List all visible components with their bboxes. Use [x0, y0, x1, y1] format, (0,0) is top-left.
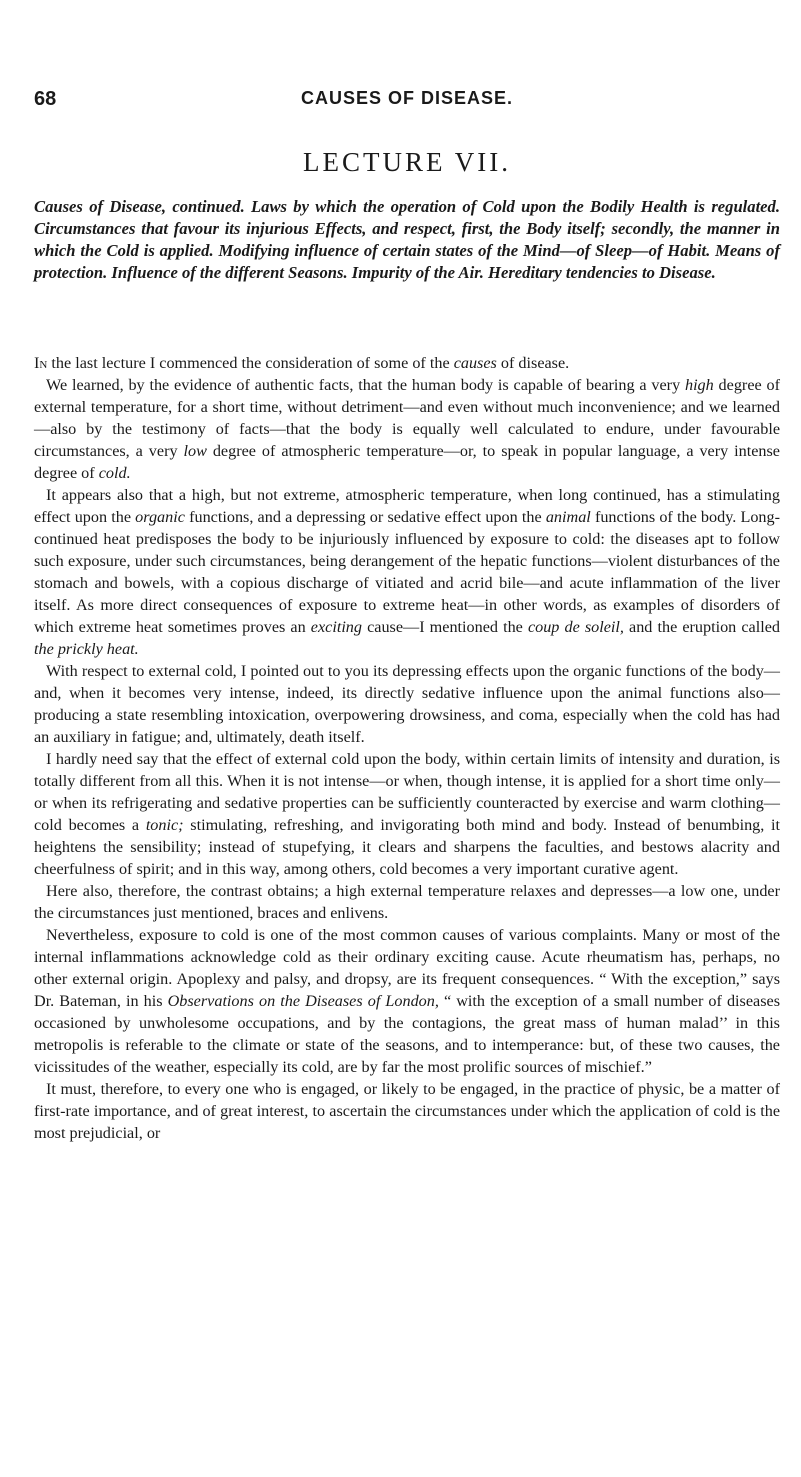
text-run: and the eruption called	[623, 618, 780, 636]
emphasis: organic	[135, 508, 185, 526]
running-title: CAUSES OF DISEASE.	[300, 88, 514, 108]
text-run: stimulating, refreshing, and invigorating both mind and body. Instead of benumbing, it heightens the sensibility; instead of stupefying, it clears and sharpens the faculties, and bestows alacrity and cheerfulness of spirit; and in this way, among others, cold becomes a very important curative agent.	[34, 816, 781, 878]
paragraph-lead: In	[34, 354, 48, 372]
page-number: 68	[34, 88, 57, 110]
paragraph	[34, 1078, 780, 1144]
text-run: Nevertheless, exposure to cold is one of the most common causes of various complaints. Many or most of the internal inflammations acknowledge cold as their ordinary exciting cause. Acute rheumatism has, perhaps, no other external origin. Apoplexy and palsy, and dropsy, are its frequent consequences. “ With the exception,” says Dr. Bateman, in his	[34, 926, 780, 1010]
lecture-summary: Causes of Disease, continued. Laws by which the operation of Cold upon the Bodily Health is regulated. Circumstances that favour its injurious Effects, and respect, first, the Body itself; secondly, the manner in which the Cold is applied. Modifying influence of certain states of the Mind—of Sleep—of Habit. Means of protection. Influence of the different Seasons. Impurity of the Air. Hereditary tendencies to Disease.	[34, 197, 780, 282]
emphasis: low	[183, 442, 207, 460]
body-text	[34, 352, 780, 1144]
lecture-title: LECTURE VII.	[303, 147, 511, 177]
paragraph	[34, 374, 780, 484]
paragraph	[34, 748, 780, 880]
text-run: It appears also that a high, but not extreme, atmospheric temperature, when long continued, has a stimulating effect upon the	[34, 486, 780, 526]
text-run: “ with the exception of a small number of diseases occasioned by unwholesome occupations, and by the contagions, the great mass of human malad’’ in this metropolis is referable to the climate or state of the seasons, and to intemperance: but, of these two causes, the vicissitudes of the weather, especially its cold, are by far the most prolific sources of mischief.”	[34, 992, 781, 1076]
emphasis: causes	[453, 354, 497, 372]
text-run: With respect to external cold, I pointed out to you its depressing effects upon the organic functions of the body—and, when it becomes very intense, indeed, its directly sedative influence upon the animal functions also—producing a state resembling intoxication, overpowering drowsiness, and coma, especially when the cold has had an auxiliary in fatigue; and, ultimately, death itself.	[34, 662, 780, 746]
text-run: It must, therefore, to every one who is engaged, or likely to be engaged, in the practice of physic, be a matter of first-rate importance, and of great interest, to ascertain the circumstances under which the application of cold is the most prejudicial, or	[34, 1080, 780, 1142]
emphasis: cold.	[98, 464, 131, 482]
paragraph	[34, 660, 780, 748]
emphasis: exciting	[310, 618, 362, 636]
text-run: I hardly need say that the effect of external cold upon the body, within certain limits of intensity and duration, is totally different from all this. When it is not intense—or when, though intense, it is applied for a short time only—or when its refrigerating and sedative properties can be sufficiently counteracted by exercise and warm clothing—cold becomes a	[34, 750, 780, 834]
text-run: functions, and a depressing or sedative effect upon the	[184, 508, 546, 526]
paragraph	[34, 924, 780, 1078]
text-run: degree of external temperature, for a short time, without detriment—and even without much inconvenience; and we learned—also by the testimony of facts—that the body is equally well calculated to endure, under favourable circumstances, a very	[34, 376, 780, 460]
text-run: Here also, therefore, the contrast obtains; a high external temperature relaxes and depresses—a low one, under the circumstances just mentioned, braces and enlivens.	[34, 882, 780, 922]
emphasis: coup de soleil,	[527, 618, 624, 636]
text-run: We learned, by the evidence of authentic facts, that the human body is capable of bearing a very	[46, 376, 685, 394]
paragraph	[34, 880, 780, 924]
emphasis: tonic;	[145, 816, 184, 834]
emphasis: the prickly heat.	[34, 640, 139, 658]
text-run: functions of the body. Long-continued heat predisposes the body to be injuriously influenced by exposure to cold: the diseases apt to follow such exposure, under such circumstances, being derangement of the hepatic functions—violent disturbances of the stomach and bowels, with a copious discharge of vitiated and acrid bile—and acute inflammation of the liver itself. As more direct consequences of exposure to extreme heat—in other words, as examples of disorders of which extreme heat sometimes proves an	[34, 508, 781, 636]
paragraph	[34, 352, 780, 374]
emphasis: animal	[545, 508, 591, 526]
text-run: the last lecture I commenced the consideration of some of the	[47, 354, 454, 372]
paragraph	[34, 484, 780, 660]
text-run: of disease.	[496, 354, 570, 372]
emphasis: high	[684, 376, 714, 394]
running-head	[34, 88, 780, 112]
text-run: degree of atmospheric temperature—or, to speak in popular language, a very intense degree of	[34, 442, 780, 482]
emphasis: Observations on the Diseases of London,	[167, 992, 439, 1010]
text-run: cause—I mentioned the	[362, 618, 528, 636]
